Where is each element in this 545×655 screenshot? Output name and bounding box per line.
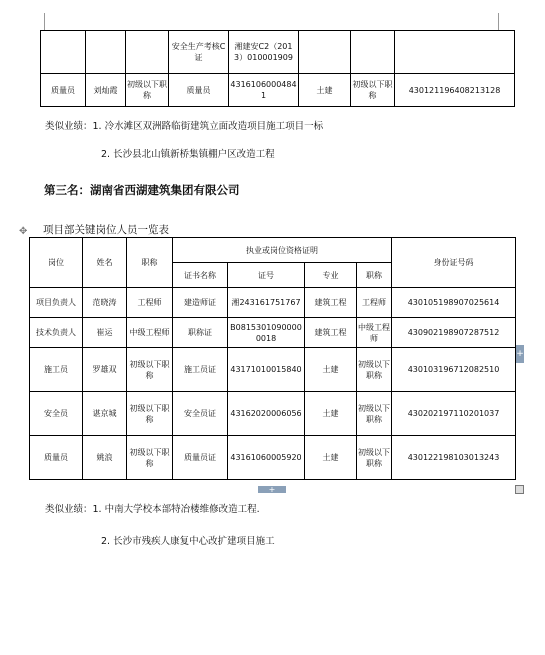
similar-performance-2 <box>45 503 260 516</box>
title-cell: 初级以下职称 <box>126 74 169 107</box>
cert-no-cell: 43171010015840 <box>228 348 305 392</box>
specialty-cell: 土建 <box>299 74 351 107</box>
id-no-cell: 430105198907025614 <box>392 288 516 318</box>
table-cell <box>86 31 126 74</box>
table-row <box>30 436 516 480</box>
specialty-cell: 土建 <box>305 348 357 392</box>
name-cell: 姚浪 <box>83 436 127 480</box>
table-resize-handle[interactable] <box>515 485 524 494</box>
cert-name-cell: 施工员证 <box>173 348 228 392</box>
cert-name-cell: 质量员 <box>169 74 229 107</box>
header-position: 岗位 <box>30 238 83 288</box>
header-title: 职称 <box>127 238 173 288</box>
similar-item: 2. 长沙市残疾人康复中心改扩建项目施工 <box>101 536 275 547</box>
header-qualification-group: 执业或岗位资格证明 <box>173 238 392 263</box>
level-cell: 初级以下职称 <box>357 348 392 392</box>
title-cell: 初级以下职称 <box>127 436 173 480</box>
table-title: 项目部关键岗位人员一览表 <box>43 224 169 236</box>
level-cell: 初级以下职称 <box>351 74 395 107</box>
table-row <box>30 348 516 392</box>
table-row <box>41 74 515 107</box>
cert-no-cell: 湘243161751767 <box>228 288 305 318</box>
add-row-button[interactable]: + <box>258 486 286 493</box>
cert-name-cell: 质量员证 <box>173 436 228 480</box>
third-place-heading: 第三名：湖南省西湖建筑集团有限公司 <box>44 183 240 197</box>
level-cell: 初级以下职称 <box>357 392 392 436</box>
level-cell: 工程师 <box>357 288 392 318</box>
specialty-cell: 土建 <box>305 436 357 480</box>
name-cell: 谌京城 <box>83 392 127 436</box>
id-no-cell: 430202197110201037 <box>392 392 516 436</box>
header-level: 职称 <box>357 263 392 288</box>
similar-label: 类似业绩： <box>45 121 93 132</box>
similar-label: 类似业绩： <box>45 504 93 515</box>
page-margin-mark-right <box>498 13 499 30</box>
cert-name-cell: 建造师证 <box>173 288 228 318</box>
title-cell: 初级以下职称 <box>127 392 173 436</box>
similar-item: 1. 中南大学校本部特冶楼维修改造工程. <box>92 504 260 515</box>
cert-no-cell: B08153010900000018 <box>228 318 305 348</box>
table-header-row <box>30 238 516 263</box>
table-row <box>41 31 515 74</box>
table-cell <box>351 31 395 74</box>
header-name: 姓名 <box>83 238 127 288</box>
cert-name-cell: 安全员证 <box>173 392 228 436</box>
similar-item: 1. 冷水滩区双洲路临街建筑立面改造项目施工项目一标 <box>92 121 324 132</box>
title-cell: 初级以下职称 <box>127 348 173 392</box>
level-cell: 中级工程师 <box>357 318 392 348</box>
position-cell: 施工员 <box>30 348 83 392</box>
id-no-cell: 430121196408213128 <box>395 74 515 107</box>
name-cell: 范晓涛 <box>83 288 127 318</box>
name-cell: 崔运 <box>83 318 127 348</box>
cert-no-cell: 43161060004841 <box>229 74 299 107</box>
table-move-handle-icon[interactable]: ✥ <box>19 226 28 237</box>
table-cell <box>395 31 515 74</box>
cert-no-cell: 43161060005920 <box>228 436 305 480</box>
table-row <box>30 318 516 348</box>
position-cell: 项目负责人 <box>30 288 83 318</box>
similar-performance-1 <box>45 120 323 133</box>
cert-name-cell: 职称证 <box>173 318 228 348</box>
specialty-cell: 建筑工程 <box>305 288 357 318</box>
title-cell: 工程师 <box>127 288 173 318</box>
id-no-cell: 430902198907287512 <box>392 318 516 348</box>
table-row <box>30 288 516 318</box>
similar-item: 2. 长沙县北山镇新桥集镇棚户区改造工程 <box>101 149 275 160</box>
header-cert-name: 证书名称 <box>173 263 228 288</box>
position-cell: 质量员 <box>30 436 83 480</box>
page-margin-mark-left <box>44 13 45 30</box>
table-cell <box>41 31 86 74</box>
table-cell <box>126 31 169 74</box>
cert-no-cell: 43162020006056 <box>228 392 305 436</box>
header-cert-no: 证号 <box>228 263 305 288</box>
add-column-button[interactable]: + <box>516 345 524 363</box>
position-cell: 质量员 <box>41 74 86 107</box>
header-id-no: 身份证号码 <box>392 238 516 288</box>
position-cell: 技术负责人 <box>30 318 83 348</box>
cert-name-cell: 安全生产考核C证 <box>169 31 229 74</box>
specialty-cell: 建筑工程 <box>305 318 357 348</box>
name-cell: 罗雄双 <box>83 348 127 392</box>
specialty-cell: 土建 <box>305 392 357 436</box>
header-specialty: 专业 <box>305 263 357 288</box>
id-no-cell: 430103196712082510 <box>392 348 516 392</box>
position-cell: 安全员 <box>30 392 83 436</box>
id-no-cell: 430122198103013243 <box>392 436 516 480</box>
table-row <box>30 392 516 436</box>
level-cell: 初级以下职称 <box>357 436 392 480</box>
key-personnel-table <box>29 237 516 480</box>
title-cell: 中级工程师 <box>127 318 173 348</box>
cert-no-cell: 湘建安C2（2013）010001909 <box>229 31 299 74</box>
table-cell <box>299 31 351 74</box>
top-personnel-table <box>40 30 515 107</box>
name-cell: 刘灿霞 <box>86 74 126 107</box>
